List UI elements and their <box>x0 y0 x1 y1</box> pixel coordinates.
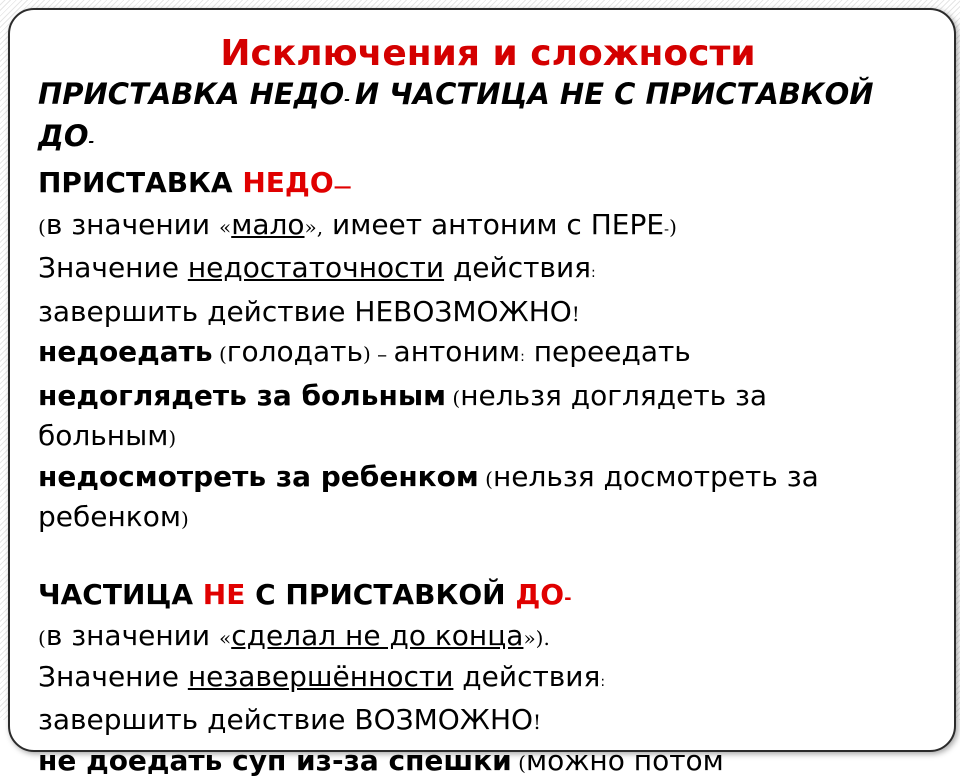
dash: – <box>371 342 394 366</box>
section1-line-5 <box>38 377 938 418</box>
colon: : <box>600 674 605 690</box>
colon: : <box>591 265 596 281</box>
text: действия <box>444 251 591 284</box>
paren: ) <box>363 342 371 366</box>
section1-line-7 <box>38 458 938 499</box>
quote: « <box>219 626 231 650</box>
underlined-word: незавершённости <box>188 660 454 693</box>
section1-line-8 <box>38 498 938 539</box>
heading-dash: - <box>344 92 355 108</box>
text: Значение <box>38 251 188 284</box>
slide-title: Исключения и сложности <box>38 32 938 76</box>
text: Значение <box>38 660 188 693</box>
slide-content <box>38 32 938 782</box>
colon: : <box>520 349 525 365</box>
section1-line-2 <box>38 249 938 293</box>
slide-heading <box>38 76 938 160</box>
quote: « <box>219 215 231 239</box>
section2-line-4 <box>38 742 938 782</box>
text: ребенком <box>38 500 181 533</box>
section1-line-3 <box>38 293 938 334</box>
paren: ) <box>168 426 176 450</box>
text: нельзя доглядеть за <box>460 379 767 412</box>
slide <box>8 8 956 752</box>
text: можно потом <box>526 744 724 777</box>
paren: ( <box>512 751 526 775</box>
bold-term: недоглядеть за больным <box>38 379 446 412</box>
text: имеет антоним с ПЕРЕ <box>323 208 664 241</box>
section1-heading-text: ПРИСТАВКА <box>38 166 242 199</box>
text: в значении <box>46 619 219 652</box>
bold-term: не доедать суп из-за спешки <box>38 744 512 777</box>
heading-part: ПРИСТАВКА НЕДО <box>38 77 344 111</box>
paren: ( <box>213 342 227 366</box>
underlined-word: мало <box>231 208 304 241</box>
section2-line-1 <box>38 617 938 658</box>
text: нельзя досмотреть за <box>493 460 819 493</box>
section1-heading-dash: — <box>334 176 352 197</box>
section1-line-4 <box>38 333 938 377</box>
text: голодать <box>227 335 363 368</box>
heading-part: ДО <box>38 119 88 153</box>
paren: ( <box>479 467 493 491</box>
paren: ) <box>181 507 189 531</box>
section2-heading <box>38 576 938 618</box>
paren: ( <box>446 386 460 410</box>
section2-heading-text: С ПРИСТАВКОЙ <box>245 578 515 611</box>
text: завершить действие ВОЗМОЖНО <box>38 703 533 736</box>
quote: »). <box>523 626 549 650</box>
text: действия <box>453 660 600 693</box>
section2-heading-red: НЕ <box>203 578 246 611</box>
dash: - <box>664 222 669 238</box>
heading-dash: - <box>88 134 94 150</box>
underlined-word: недостаточности <box>188 251 444 284</box>
exclamation: ! <box>572 302 580 326</box>
section1-heading <box>38 164 938 206</box>
text: завершить действие НЕВОЗМОЖНО <box>38 295 572 328</box>
underlined-word: сделал не до конца <box>231 619 523 652</box>
quote: », <box>305 215 324 239</box>
section1-line-1 <box>38 206 938 250</box>
exclamation: ! <box>533 710 541 734</box>
spacer <box>38 539 938 576</box>
paren: ) <box>669 215 677 239</box>
paren: ( <box>38 626 46 650</box>
bold-term: недосмотреть за ребенком <box>38 460 479 493</box>
section1-line-6 <box>38 417 938 458</box>
text: антоним <box>394 335 521 368</box>
section2-heading-text: ЧАСТИЦА <box>38 578 203 611</box>
text: больным <box>38 419 168 452</box>
section2-heading-red: ДО <box>515 578 564 611</box>
heading-part: И ЧАСТИЦА НЕ С ПРИСТАВКОЙ <box>355 77 874 111</box>
text: в значении <box>46 208 219 241</box>
bold-term: недоедать <box>38 335 213 368</box>
section2-heading-dash: - <box>564 588 571 609</box>
section2-line-3 <box>38 701 938 742</box>
section1-heading-red: НЕДО <box>242 166 333 199</box>
paren: ( <box>38 215 46 239</box>
text: переедать <box>525 335 691 368</box>
section2-line-2 <box>38 658 938 702</box>
